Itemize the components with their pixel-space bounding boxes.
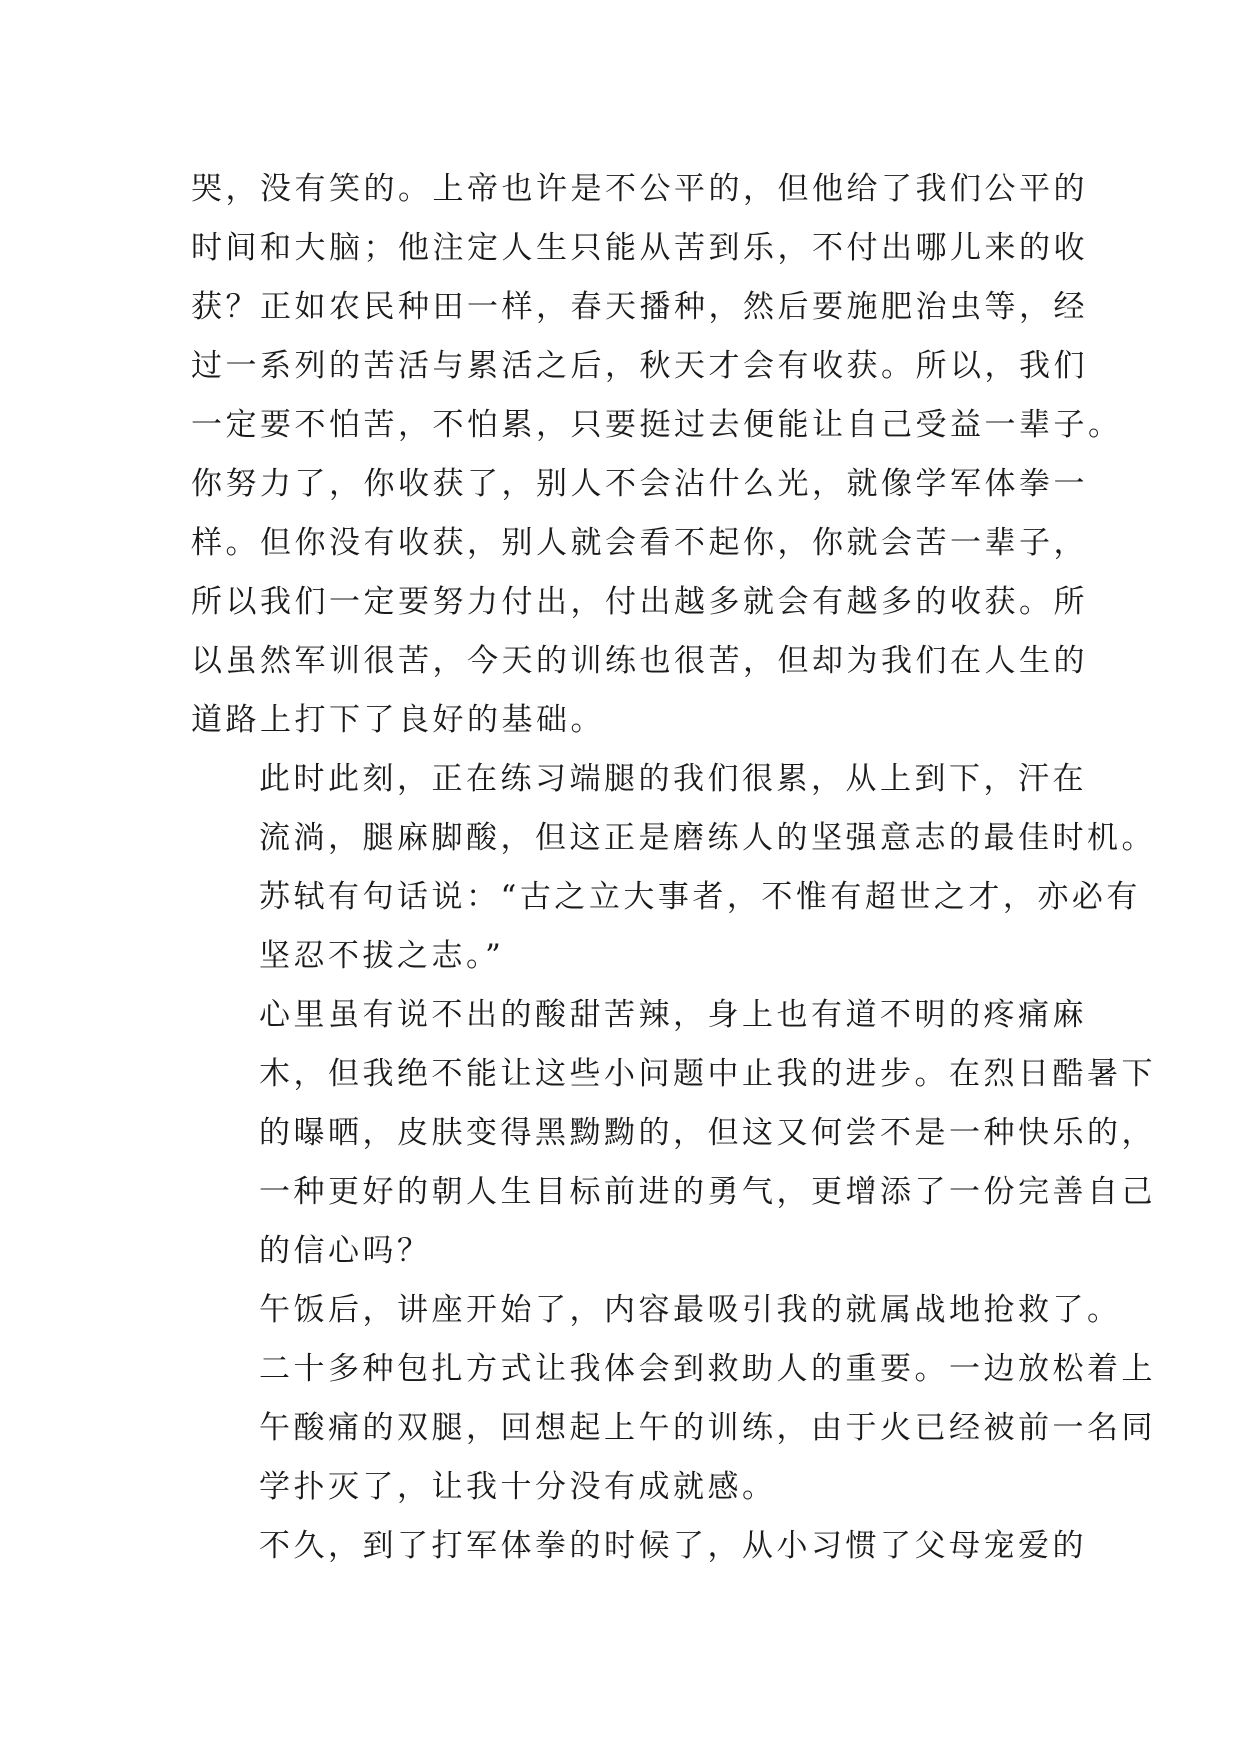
text-line: 道路上打下了良好的基础。 — [191, 702, 605, 738]
text-line: 流淌，腿麻脚酸，但这正是磨练人的坚强意志的最佳时机。 — [259, 820, 1156, 856]
text-line: 的曝晒，皮肤变得黑黝黝的，但这又何尝不是一种快乐的， — [259, 1115, 1156, 1151]
text-line: 时间和大脑；他注定人生只能从苦到乐，不付出哪儿来的收 — [191, 230, 1088, 266]
text-line: 样。但你没有收获，别人就会看不起你，你就会苦一辈子， — [191, 525, 1088, 561]
text-line: 的信心吗？ — [259, 1233, 432, 1269]
text-line: 二十多种包扎方式让我体会到救助人的重要。一边放松着上 — [259, 1351, 1156, 1387]
text-line: 午酸痛的双腿，回想起上午的训练，由于火已经被前一名同 — [259, 1410, 1156, 1446]
text-line: 一定要不怕苦，不怕累，只要挺过去便能让自己受益一辈子。 — [191, 407, 1123, 443]
text-line: 此时此刻，正在练习端腿的我们很累，从上到下，汗在 — [259, 761, 1087, 797]
text-line: 过一系列的苦活与累活之后，秋天才会有收获。所以，我们 — [191, 348, 1088, 384]
text-line: 学扑灭了，让我十分没有成就感。 — [259, 1469, 777, 1505]
text-line: 一种更好的朝人生目标前进的勇气，更增添了一份完善自己 — [259, 1174, 1156, 1210]
text-line: 以虽然军训很苦，今天的训练也很苦，但却为我们在人生的 — [191, 643, 1088, 679]
paragraph-2 — [191, 750, 1156, 986]
text-line: 你努力了，你收获了，别人不会沾什么光，就像学军体拳一 — [191, 466, 1088, 502]
text-line: 所以我们一定要努力付出，付出越多就会有越多的收获。所 — [191, 584, 1088, 620]
text-line: 不久，到了打军体拳的时候了，从小习惯了父母宠爱的 — [259, 1528, 1087, 1564]
text-line: 苏轼有句话说：“古之立大事者，不惟有超世之才，亦必有 — [259, 879, 1141, 915]
text-line: 木，但我绝不能让这些小问题中止我的进步。在烈日酷暑下 — [259, 1056, 1156, 1092]
document-page — [191, 160, 1156, 1576]
text-line: 坚忍不拔之志。” — [259, 938, 505, 974]
text-line: 午饭后，讲座开始了，内容最吸引我的就属战地抢救了。 — [259, 1292, 1122, 1328]
text-line: 心里虽有说不出的酸甜苦辣，身上也有道不明的疼痛麻 — [259, 997, 1087, 1033]
paragraph-4 — [191, 1281, 1156, 1517]
paragraph-5 — [191, 1517, 1087, 1576]
paragraph-3 — [191, 986, 1156, 1281]
text-line: 哭，没有笑的。上帝也许是不公平的，但他给了我们公平的 — [191, 171, 1088, 207]
paragraph-1 — [191, 160, 1123, 750]
text-line: 获？正如农民种田一样，春天播种，然后要施肥治虫等，经 — [191, 289, 1088, 325]
